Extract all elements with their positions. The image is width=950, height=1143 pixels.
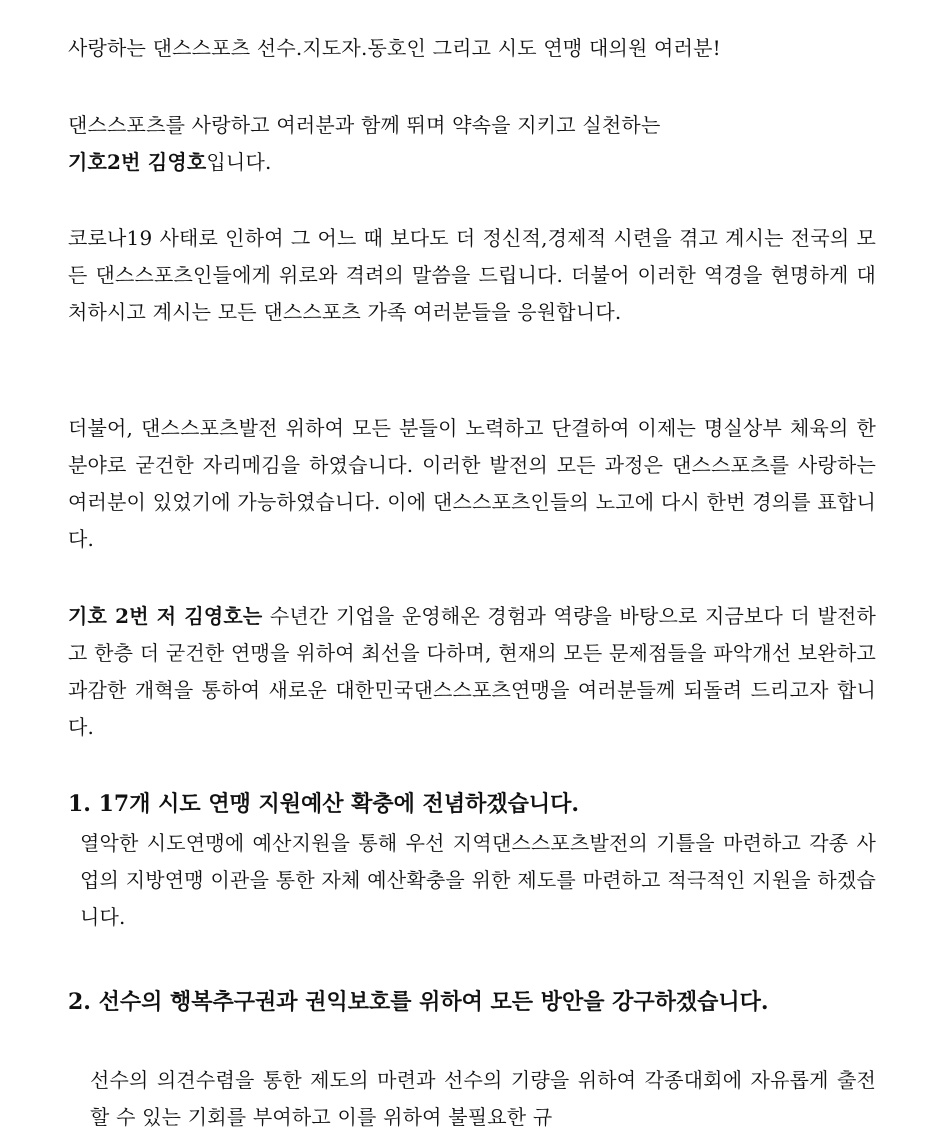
intro-line-2-rest: 입니다. (206, 150, 272, 174)
candidate-name: 기호2번 김영호 (68, 150, 207, 174)
candidate-paragraph-rest: 수년간 기업을 운영해온 경험과 역량을 바탕으로 지금보다 더 발전하고 한층 더 굳건한 연맹을 위하여 최선을 다하며, 현재의 모든 문제점들을 파악개선 보완하고 과감한 개혁을 통하여 새로운 대한민국댄스스포츠연맹을 여러분들께 되돌려 드리고자 합니다. (68, 604, 877, 739)
pledge-1-title: 1. 17개 시도 연맹 지원예산 확충에 전념하겠습니다. (68, 791, 579, 817)
pledge-2-title: 2. 선수의 행복추구권과 권익보호를 위하여 모든 방안을 강구하겠습니다. (68, 989, 769, 1015)
development-paragraph: 더불어, 댄스스포츠발전 위하여 모든 분들이 노력하고 단결하여 이제는 명실상부 체육의 한 분야로 굳건한 자리메김을 하였습니다. 이러한 발전의 모든 과정은 댄스스포츠를 사랑하는 여러분이 있었기에 가능하였습니다. 이에 댄스스포츠인들의 노고에 다시 한번 경의를 표합니다. (68, 416, 876, 551)
candidate-paragraph (68, 598, 876, 746)
candidate-lead: 기호 2번 저 김영호는 (68, 604, 263, 628)
greeting-line: 사랑하는 댄스스포츠 선수.지도자.동호인 그리고 시도 연맹 대의원 여러분! (68, 36, 721, 60)
corona-paragraph: 코로나19 사태로 인하여 그 어느 때 보다도 더 정신적,경제적 시련을 겪고 계시는 전국의 모든 댄스스포츠인들에게 위로와 격려의 말씀을 드립니다. 더불어 이러한 역경을 현명하게 대처하시고 계시는 모든 댄스스포츠 가족 여러분들을 응원합니다. (68, 226, 876, 324)
intro-line-1: 댄스스포츠를 사랑하고 여러분과 함께 뛰며 약속을 지키고 실천하는 (68, 113, 661, 137)
pledge-1-body: 열악한 시도연맹에 예산지원을 통해 우선 지역댄스스포츠발전의 기틀을 마련하고 각종 사업의 지방연맹 이관을 통한 자체 예산확충을 위한 제도를 마련하고 적극적인 지원을 하겠습니다. (80, 831, 876, 929)
intro-paragraph (68, 107, 878, 181)
pledge-2-body: 선수의 의견수렴을 통한 제도의 마련과 선수의 기량을 위하여 각종대회에 자유롭게 출전할 수 있는 기회를 부여하고 이를 위하여 불필요한 규 (90, 1068, 876, 1129)
